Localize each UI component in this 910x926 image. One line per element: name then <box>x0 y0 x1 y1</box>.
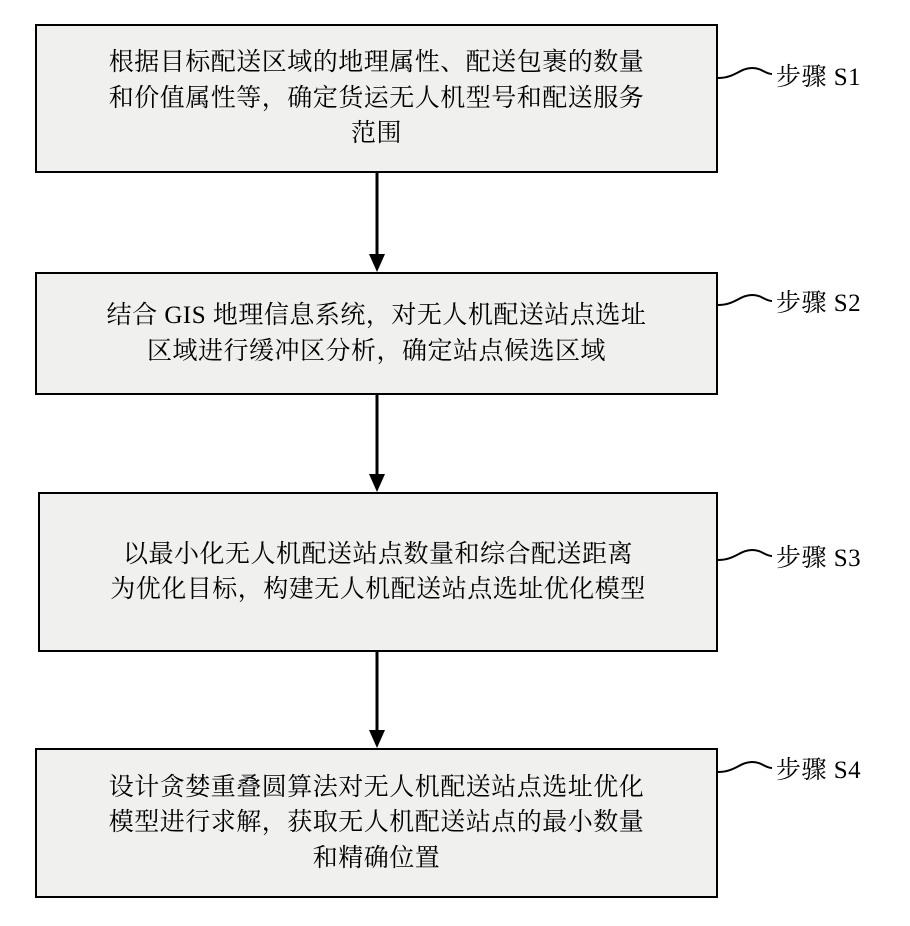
flow-step-s1-label: 步骤 S1 <box>776 64 862 91</box>
flow-step-s2-text: 结合 GIS 地理信息系统，对无人机配送站点选址 区域进行缓冲区分析，确定站点候选区域 <box>106 302 647 365</box>
flow-step-s4-text: 设计贪婪重叠圆算法对无人机配送站点选址优化 模型进行求解，获取无人机配送站点的最小数量 和精确位置 <box>108 773 645 872</box>
flow-step-s4 <box>35 748 718 898</box>
flow-step-s2 <box>35 272 718 395</box>
flow-step-s2-label: 步骤 S2 <box>776 290 862 317</box>
flow-step-s1 <box>35 24 718 173</box>
flow-step-s3 <box>38 492 718 652</box>
flow-step-s4-label: 步骤 S4 <box>776 757 862 784</box>
flow-step-s3-text: 以最小化无人机配送站点数量和综合配送距离 为优化目标，构建无人机配送站点选址优化模型 <box>110 540 646 603</box>
flow-step-s3-label: 步骤 S3 <box>776 545 862 572</box>
flow-step-s1-text: 根据目标配送区域的地理属性、配送包裹的数量 和价值属性等，确定货运无人机型号和配送服务 范围 <box>108 49 645 148</box>
